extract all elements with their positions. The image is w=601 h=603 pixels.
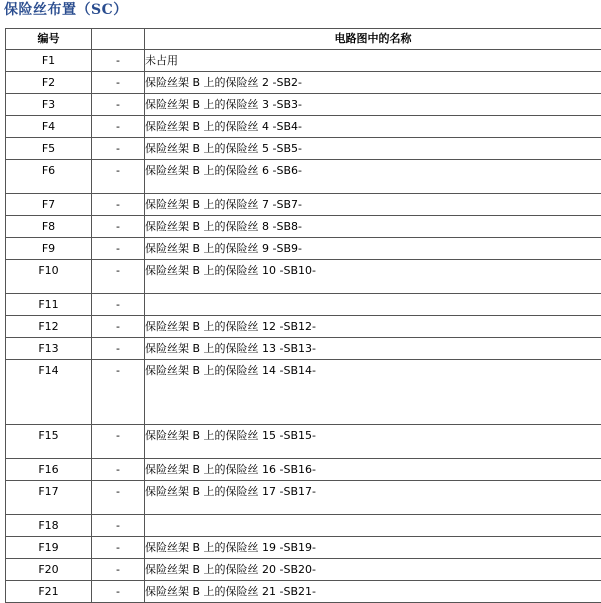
table-row xyxy=(6,537,601,559)
fuse-circuit-name: 保险丝架 B 上的保险丝 14 -SB14- xyxy=(145,360,601,425)
fuse-dash: - xyxy=(92,481,145,515)
header-blank xyxy=(92,29,145,50)
fuse-dash: - xyxy=(92,425,145,459)
fuse-table xyxy=(5,28,601,603)
fuse-number: F15 xyxy=(6,425,92,459)
fuse-circuit-name: 保险丝架 B 上的保险丝 16 -SB16- xyxy=(145,459,601,481)
table-row xyxy=(6,194,601,216)
table-row xyxy=(6,425,601,459)
fuse-number: F21 xyxy=(6,581,92,603)
fuse-dash: - xyxy=(92,138,145,160)
fuse-number: F10 xyxy=(6,260,92,294)
fuse-number: F12 xyxy=(6,316,92,338)
table-row xyxy=(6,116,601,138)
table-row xyxy=(6,138,601,160)
fuse-dash: - xyxy=(92,537,145,559)
table-row xyxy=(6,481,601,515)
table-row xyxy=(6,216,601,238)
fuse-number: F16 xyxy=(6,459,92,481)
fuse-circuit-name: 保险丝架 B 上的保险丝 21 -SB21- xyxy=(145,581,601,603)
fuse-number: F4 xyxy=(6,116,92,138)
fuse-dash: - xyxy=(92,559,145,581)
fuse-dash: - xyxy=(92,294,145,316)
fuse-circuit-name: 未占用 xyxy=(145,50,601,72)
table-row xyxy=(6,360,601,425)
table-row xyxy=(6,94,601,116)
table-row xyxy=(6,581,601,603)
fuse-dash: - xyxy=(92,94,145,116)
table-row xyxy=(6,260,601,294)
fuse-number: F5 xyxy=(6,138,92,160)
fuse-circuit-name: 保险丝架 B 上的保险丝 19 -SB19- xyxy=(145,537,601,559)
fuse-number: F14 xyxy=(6,360,92,425)
table-header-row xyxy=(6,29,601,50)
fuse-number: F9 xyxy=(6,238,92,260)
fuse-circuit-name: 保险丝架 B 上的保险丝 15 -SB15- xyxy=(145,425,601,459)
table-row xyxy=(6,338,601,360)
fuse-number: F19 xyxy=(6,537,92,559)
table-body xyxy=(6,50,601,603)
fuse-circuit-name: 保险丝架 B 上的保险丝 12 -SB12- xyxy=(145,316,601,338)
table-row xyxy=(6,160,601,194)
fuse-number: F11 xyxy=(6,294,92,316)
fuse-circuit-name xyxy=(145,515,601,537)
fuse-dash: - xyxy=(92,160,145,194)
fuse-number: F13 xyxy=(6,338,92,360)
fuse-circuit-name: 保险丝架 B 上的保险丝 13 -SB13- xyxy=(145,338,601,360)
fuse-circuit-name: 保险丝架 B 上的保险丝 8 -SB8- xyxy=(145,216,601,238)
fuse-dash: - xyxy=(92,316,145,338)
table-row xyxy=(6,238,601,260)
fuse-number: F17 xyxy=(6,481,92,515)
fuse-dash: - xyxy=(92,50,145,72)
fuse-number: F8 xyxy=(6,216,92,238)
fuse-circuit-name: 保险丝架 B 上的保险丝 2 -SB2- xyxy=(145,72,601,94)
fuse-circuit-name: 保险丝架 B 上的保险丝 9 -SB9- xyxy=(145,238,601,260)
fuse-dash: - xyxy=(92,216,145,238)
fuse-dash: - xyxy=(92,515,145,537)
table-row xyxy=(6,316,601,338)
fuse-number: F2 xyxy=(6,72,92,94)
fuse-number: F7 xyxy=(6,194,92,216)
fuse-circuit-name: 保险丝架 B 上的保险丝 6 -SB6- xyxy=(145,160,601,194)
fuse-circuit-name: 保险丝架 B 上的保险丝 10 -SB10- xyxy=(145,260,601,294)
header-number: 编号 xyxy=(6,29,92,50)
table-row xyxy=(6,72,601,94)
fuse-dash: - xyxy=(92,360,145,425)
fuse-circuit-name: 保险丝架 B 上的保险丝 20 -SB20- xyxy=(145,559,601,581)
fuse-dash: - xyxy=(92,459,145,481)
fuse-circuit-name: 保险丝架 B 上的保险丝 3 -SB3- xyxy=(145,94,601,116)
fuse-dash: - xyxy=(92,581,145,603)
fuse-circuit-name: 保险丝架 B 上的保险丝 7 -SB7- xyxy=(145,194,601,216)
fuse-dash: - xyxy=(92,194,145,216)
fuse-dash: - xyxy=(92,238,145,260)
fuse-circuit-name: 保险丝架 B 上的保险丝 5 -SB5- xyxy=(145,138,601,160)
fuse-circuit-name: 保险丝架 B 上的保险丝 4 -SB4- xyxy=(145,116,601,138)
fuse-number: F1 xyxy=(6,50,92,72)
table-row xyxy=(6,559,601,581)
fuse-dash: - xyxy=(92,338,145,360)
fuse-number: F3 xyxy=(6,94,92,116)
fuse-dash: - xyxy=(92,72,145,94)
table-row xyxy=(6,459,601,481)
table-row xyxy=(6,294,601,316)
fuse-dash: - xyxy=(92,116,145,138)
table-row xyxy=(6,515,601,537)
fuse-number: F20 xyxy=(6,559,92,581)
fuse-circuit-name xyxy=(145,294,601,316)
fuse-number: F6 xyxy=(6,160,92,194)
fuse-dash: - xyxy=(92,260,145,294)
fuse-number: F18 xyxy=(6,515,92,537)
table-row xyxy=(6,50,601,72)
page-title: 保险丝布置（SC） xyxy=(4,1,128,19)
header-name: 电路图中的名称 xyxy=(145,29,601,50)
fuse-circuit-name: 保险丝架 B 上的保险丝 17 -SB17- xyxy=(145,481,601,515)
